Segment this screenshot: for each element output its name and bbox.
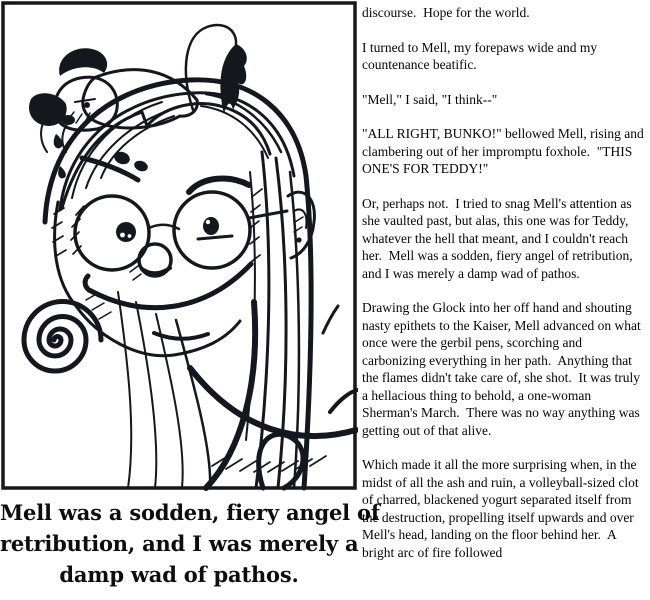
panel-caption — [0, 497, 380, 590]
story-paragraph: discourse. Hope for the world. — [362, 5, 530, 20]
story-paragraph: I turned to Mell, my forepaws wide and my countenance beatific. — [362, 39, 601, 72]
story-paragraph: "ALL RIGHT, BUNKO!" bellowed Mell, rising and clambering out of her impromptu foxhole. "THIS ONE'S FOR TEDDY!" — [362, 126, 648, 176]
story-text-column — [362, 0, 646, 578]
caption-line: Mell was a sodden, fiery angel of — [0, 500, 380, 525]
story-paragraph: Drawing the Glock into her off hand and shouting nasty epithets to the Kaiser, Mell advanced on what once were the gerbil pens, scorching and carbonizing everything in her path. Anything that the flames didn't take care of, she shot. It was truly a hellacious thing to behold, a one-woman Sherman's March. There was no way anything was getting out of that alive. — [362, 300, 645, 438]
comic-panel-illustration — [0, 0, 358, 492]
caption-line: retribution, and I was merely a — [0, 531, 359, 556]
caption-line: damp wad of pathos. — [59, 562, 299, 587]
story-paragraph: Which made it all the more surprising when, in the midst of all the ash and ruin, a volleyball-sized clot of charred, blackened yogurt separated itself from the destruction, propelling itself upwards and over Mell's head, landing on the floor behind her. A bright arc of fire followed — [362, 457, 643, 560]
story-paragraph: Or, perhaps not. I tried to snag Mell's attention as she vaulted past, but alas, this one was for Teddy, whatever the hell that meant, and I couldn't reach her. Mell was a sodden, fiery angel of retribution, and I was merely a damp wad of pathos. — [362, 195, 637, 281]
story-paragraph: "Mell," I said, "I think--" — [362, 91, 498, 107]
left-eye — [116, 222, 136, 242]
